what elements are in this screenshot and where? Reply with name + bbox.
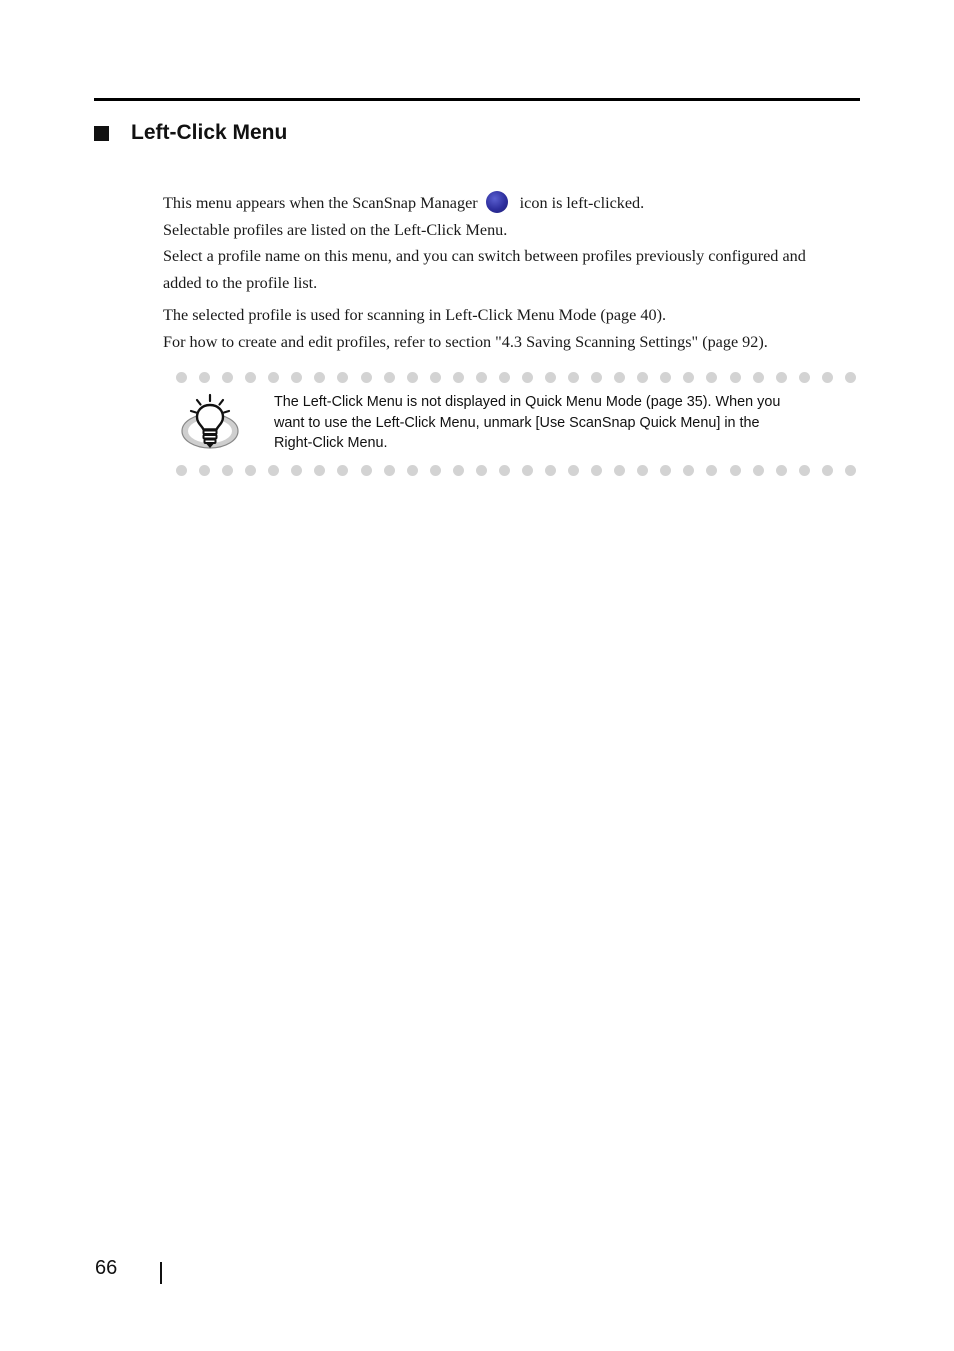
intro-line-3: Select a profile name on this menu, and you can switch between profiles previously configured and — [163, 247, 806, 265]
usage-line-1: The selected profile is used for scanning in Left-Click Menu Mode (page 40). — [163, 306, 667, 324]
scansnap-manager-icon — [486, 191, 508, 213]
hint-top-dotted-border — [176, 372, 856, 384]
section-heading — [94, 119, 287, 147]
hint-text — [274, 392, 854, 454]
hint-bottom-dotted-border — [176, 465, 856, 477]
intro-paragraph — [163, 190, 863, 296]
hint-line-3: Right-Click Menu. — [274, 435, 388, 451]
hint-line-1: The Left-Click Menu is not displayed in Quick Menu Mode (page 35). When you — [274, 394, 781, 410]
hint-line-2: want to use the Left-Click Menu, unmark [Use ScanSnap Quick Menu] in the — [274, 414, 760, 431]
usage-paragraph — [163, 302, 863, 355]
square-bullet-icon — [94, 126, 109, 141]
section-title: Left-Click Menu — [131, 121, 288, 144]
intro-line-1: This menu appears when the ScanSnap Manager icon is left-clicked. — [163, 190, 863, 217]
page-number: 66 — [95, 1257, 118, 1279]
top-rule — [94, 98, 860, 101]
intro-line-4: added to the profile list. — [163, 273, 318, 292]
lightbulb-hint-icon — [179, 393, 241, 455]
page-number-divider — [160, 1262, 162, 1284]
usage-line-2: For how to create and edit profiles, refer to section "4.3 Saving Scanning Settings" (page 92). — [163, 332, 768, 351]
intro-line-2: Selectable profiles are listed on the Left-Click Menu. — [163, 220, 508, 239]
